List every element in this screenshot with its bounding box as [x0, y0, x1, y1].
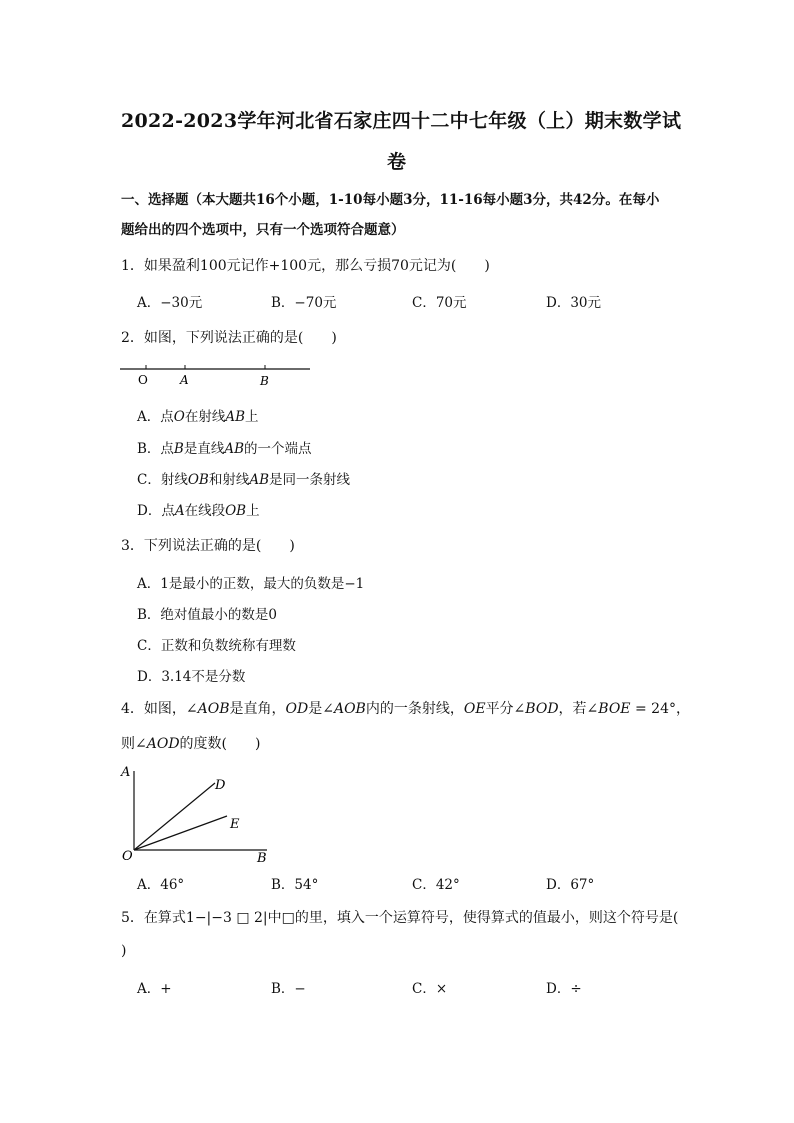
- question-4-figure: [115, 760, 280, 868]
- question-2-option-c: C．射线OB和射线AB是同一条射线: [137, 472, 351, 488]
- page-title-line1: 2022-2023学年河北省石家庄四十二中七年级（上）期末数学试: [121, 110, 682, 132]
- label-b: B: [260, 374, 269, 388]
- question-4-option-b: B．54°: [271, 877, 319, 893]
- question-1-option-c: C．70元: [412, 295, 467, 311]
- question-4-stem-line2: 则∠AOD的度数( ): [121, 736, 261, 752]
- question-4-stem: 4．如图，∠AOB是直角，OD是∠AOB内的一条射线，OE平分∠BOD，若∠BOE = 24°，: [121, 701, 690, 717]
- question-3-option-b: B．绝对值最小的数是0: [137, 607, 278, 623]
- question-4-option-d: D．67°: [546, 877, 595, 893]
- question-3-option-d: D．3.14不是分数: [137, 669, 246, 685]
- question-2-option-a: A．点O在射线AB上: [137, 409, 259, 425]
- label-o: O: [138, 373, 148, 387]
- question-5-stem-line2: ): [121, 943, 127, 959]
- question-4-option-a: A．46°: [137, 877, 185, 893]
- question-4-option-c: C．42°: [412, 877, 460, 893]
- question-1-option-d: D．30元: [546, 295, 602, 311]
- label-o: O: [122, 849, 133, 864]
- label-a: A: [121, 765, 131, 780]
- question-5-option-d: D．÷: [546, 981, 582, 997]
- question-1-stem: 1．如果盈利100元记作+100元，那么亏损70元记为( ): [121, 258, 490, 274]
- question-3-option-c: C．正数和负数统称有理数: [137, 638, 296, 654]
- section-heading-line2: 题给出的四个选项中，只有一个选项符合题意）: [121, 222, 405, 238]
- question-2-stem: 2．如图，下列说法正确的是( ): [121, 330, 337, 346]
- question-3-stem: 3．下列说法正确的是( ): [121, 538, 295, 554]
- ray-od: [134, 783, 215, 850]
- label-e: E: [230, 817, 240, 832]
- question-2-option-d: D．点A在线段OB上: [137, 503, 260, 519]
- question-5-option-c: C．×: [412, 981, 448, 997]
- ray-oe: [134, 816, 227, 850]
- label-a: A: [180, 373, 189, 387]
- question-5-option-a: A．+: [137, 981, 172, 997]
- label-d: D: [215, 778, 226, 793]
- question-2-option-b: B．点B是直线AB的一个端点: [137, 441, 312, 457]
- page-title-line2: 卷: [387, 151, 407, 173]
- question-1-option-b: B．−70元: [271, 295, 337, 311]
- label-b: B: [257, 851, 267, 866]
- question-3-option-a: A．1是最小的正数，最大的负数是−1: [137, 576, 365, 592]
- question-2-figure: [118, 360, 318, 390]
- question-5-option-b: B．−: [271, 981, 306, 997]
- question-1-option-a: A．−30元: [137, 295, 203, 311]
- section-heading-line1: 一、选择题（本大题共16个小题，1-10每小题3分，11-16每小题3分，共42分。在每小: [121, 192, 660, 208]
- question-5-stem: 5．在算式1−|−3 □ 2|中□的里，填入一个运算符号，使得算式的值最小，则这个符号是(: [121, 910, 679, 926]
